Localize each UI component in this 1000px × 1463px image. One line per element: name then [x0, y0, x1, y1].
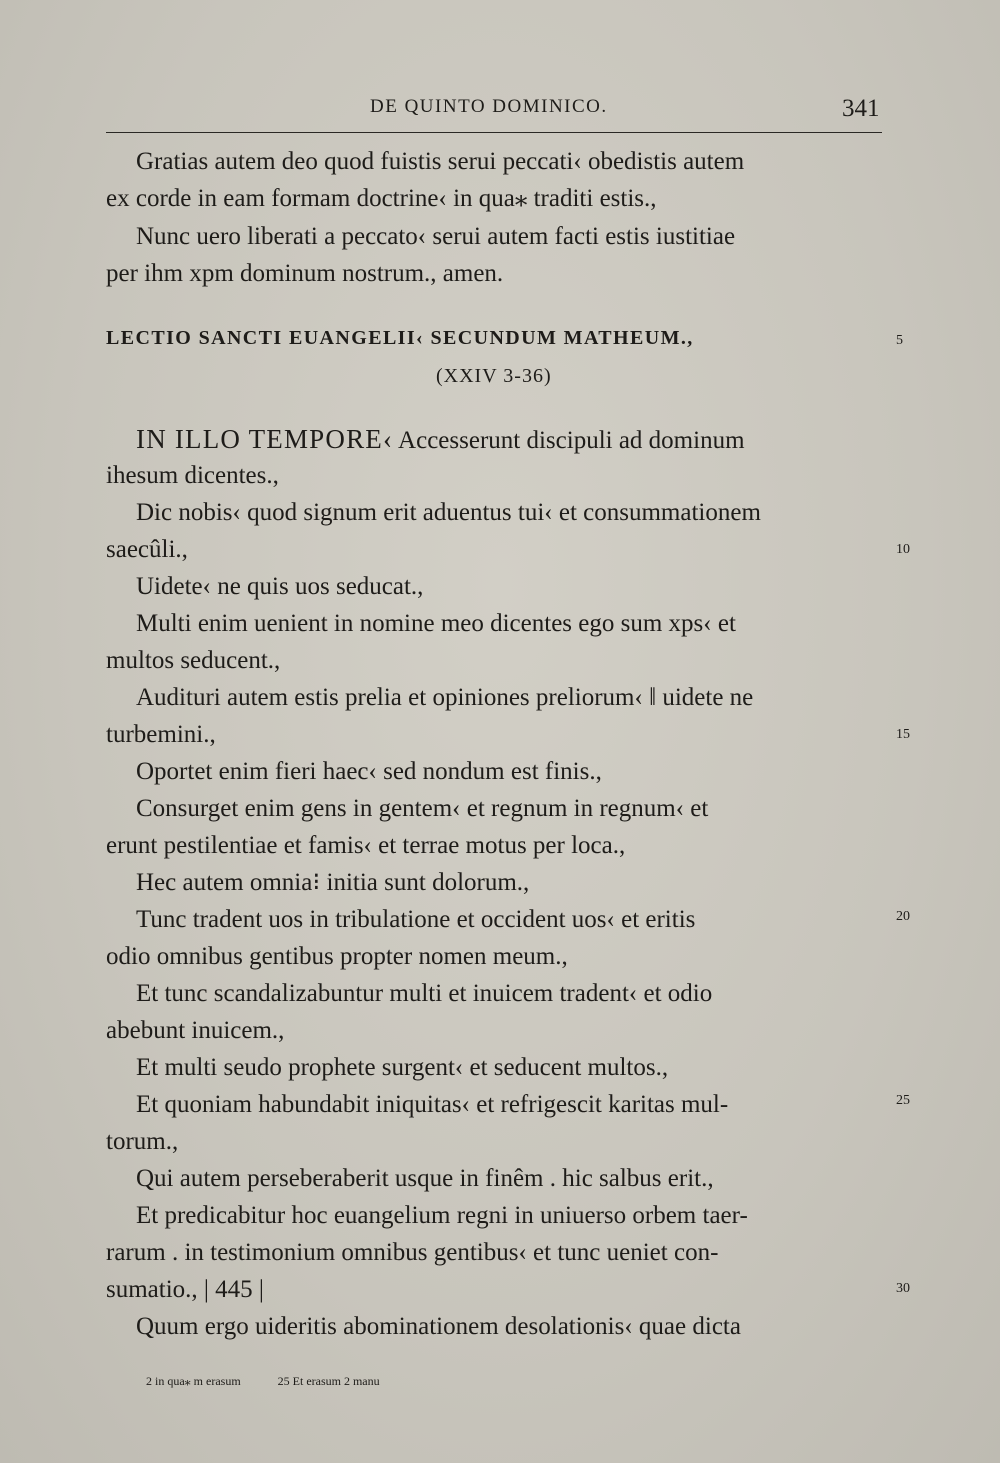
page-number: 341 — [842, 95, 880, 122]
text-line: odio omnibus gentibus propter nomen meum., — [106, 943, 568, 970]
text-line: abebunt inuicem., — [106, 1017, 285, 1044]
text-line: Tunc tradent uos in tribulatione et occident uos‹ et eritis — [136, 906, 696, 933]
text-line: turbemini., — [106, 721, 216, 748]
footnote: 25 Et erasum 2 manu — [277, 1374, 380, 1388]
line-number-margin: 30 — [896, 1281, 910, 1296]
lectio-title: LECTIO SANCTI EUANGELII‹ SECUNDUM MATHEUM., — [106, 327, 694, 349]
line-number-margin: 10 — [896, 542, 910, 557]
text-line: erunt pestilentiae et famis‹ et terrae motus per loca., — [106, 832, 626, 859]
text-line: Et predicabitur hoc euangelium regni in uniuerso orbem taer- — [136, 1202, 748, 1229]
incipit: IN ILLO TEMPORE‹ — [136, 424, 394, 454]
footnote: 2 in qua⁎ m erasum — [146, 1374, 241, 1388]
text-line: Gratias autem deo quod fuistis serui peccati‹ obedistis autem — [136, 148, 745, 175]
lectio-reference: (XXIV 3-36) — [436, 365, 552, 387]
text-line: Uidete‹ ne quis uos seducat., — [136, 573, 424, 600]
text-line: Quum ergo uideritis abominationem desolationis‹ quae dicta — [136, 1313, 741, 1340]
text-line: Et quoniam habundabit iniquitas‹ et refrigescit karitas mul- — [136, 1091, 729, 1118]
text-line: torum., — [106, 1128, 179, 1155]
text-line: Audituri autem estis prelia et opiniones preliorum‹ ‖ uidete ne — [136, 684, 754, 711]
text-line: Qui autem perseberaberit usque in finêm . hic salbus erit., — [136, 1165, 714, 1192]
running-head: DE QUINTO DOMINICO. — [370, 96, 608, 117]
footnotes — [146, 1374, 414, 1389]
header-rule — [106, 132, 882, 133]
text-line: ex corde in eam formam doctrine‹ in qua⁎ traditi estis., — [106, 185, 657, 212]
line-number-margin: 15 — [896, 727, 910, 742]
text-line: per ihm xpm dominum nostrum., amen. — [106, 260, 504, 287]
text-line: saecûli., — [106, 536, 188, 563]
text-line: Oportet enim fieri haec‹ sed nondum est finis., — [136, 758, 602, 785]
line-number-margin: 20 — [896, 909, 910, 924]
text-line: multos seducent., — [106, 647, 281, 674]
text-line: Dic nobis‹ quod signum erit aduentus tui‹ et consummationem — [136, 499, 761, 526]
text-line: rarum . in testimonium omnibus gentibus‹ et tunc ueniet con- — [106, 1239, 719, 1266]
text-line: sumatio., | 445 | — [106, 1276, 264, 1303]
text-line: Et tunc scandalizabuntur multi et inuicem tradent‹ et odio — [136, 980, 713, 1007]
line-number-margin: 5 — [896, 333, 903, 348]
gospel-first-line — [136, 423, 745, 457]
line-number-margin: 25 — [896, 1093, 910, 1108]
text-line: Consurget enim gens in gentem‹ et regnum in regnum‹ et — [136, 795, 709, 822]
text-line: Et multi seudo prophete surgent‹ et seducent multos., — [136, 1054, 669, 1081]
text-line: ihesum dicentes., — [106, 462, 279, 489]
first-line-rest: Accesserunt discipuli ad dominum — [393, 427, 745, 454]
text-line: Hec autem omnia⁝ initia sunt dolorum., — [136, 869, 530, 896]
text-line: Multi enim uenient in nomine meo dicentes ego sum xps‹ et — [136, 610, 736, 637]
text-line: Nunc uero liberati a peccato‹ serui autem facti estis iustitiae — [136, 223, 736, 250]
